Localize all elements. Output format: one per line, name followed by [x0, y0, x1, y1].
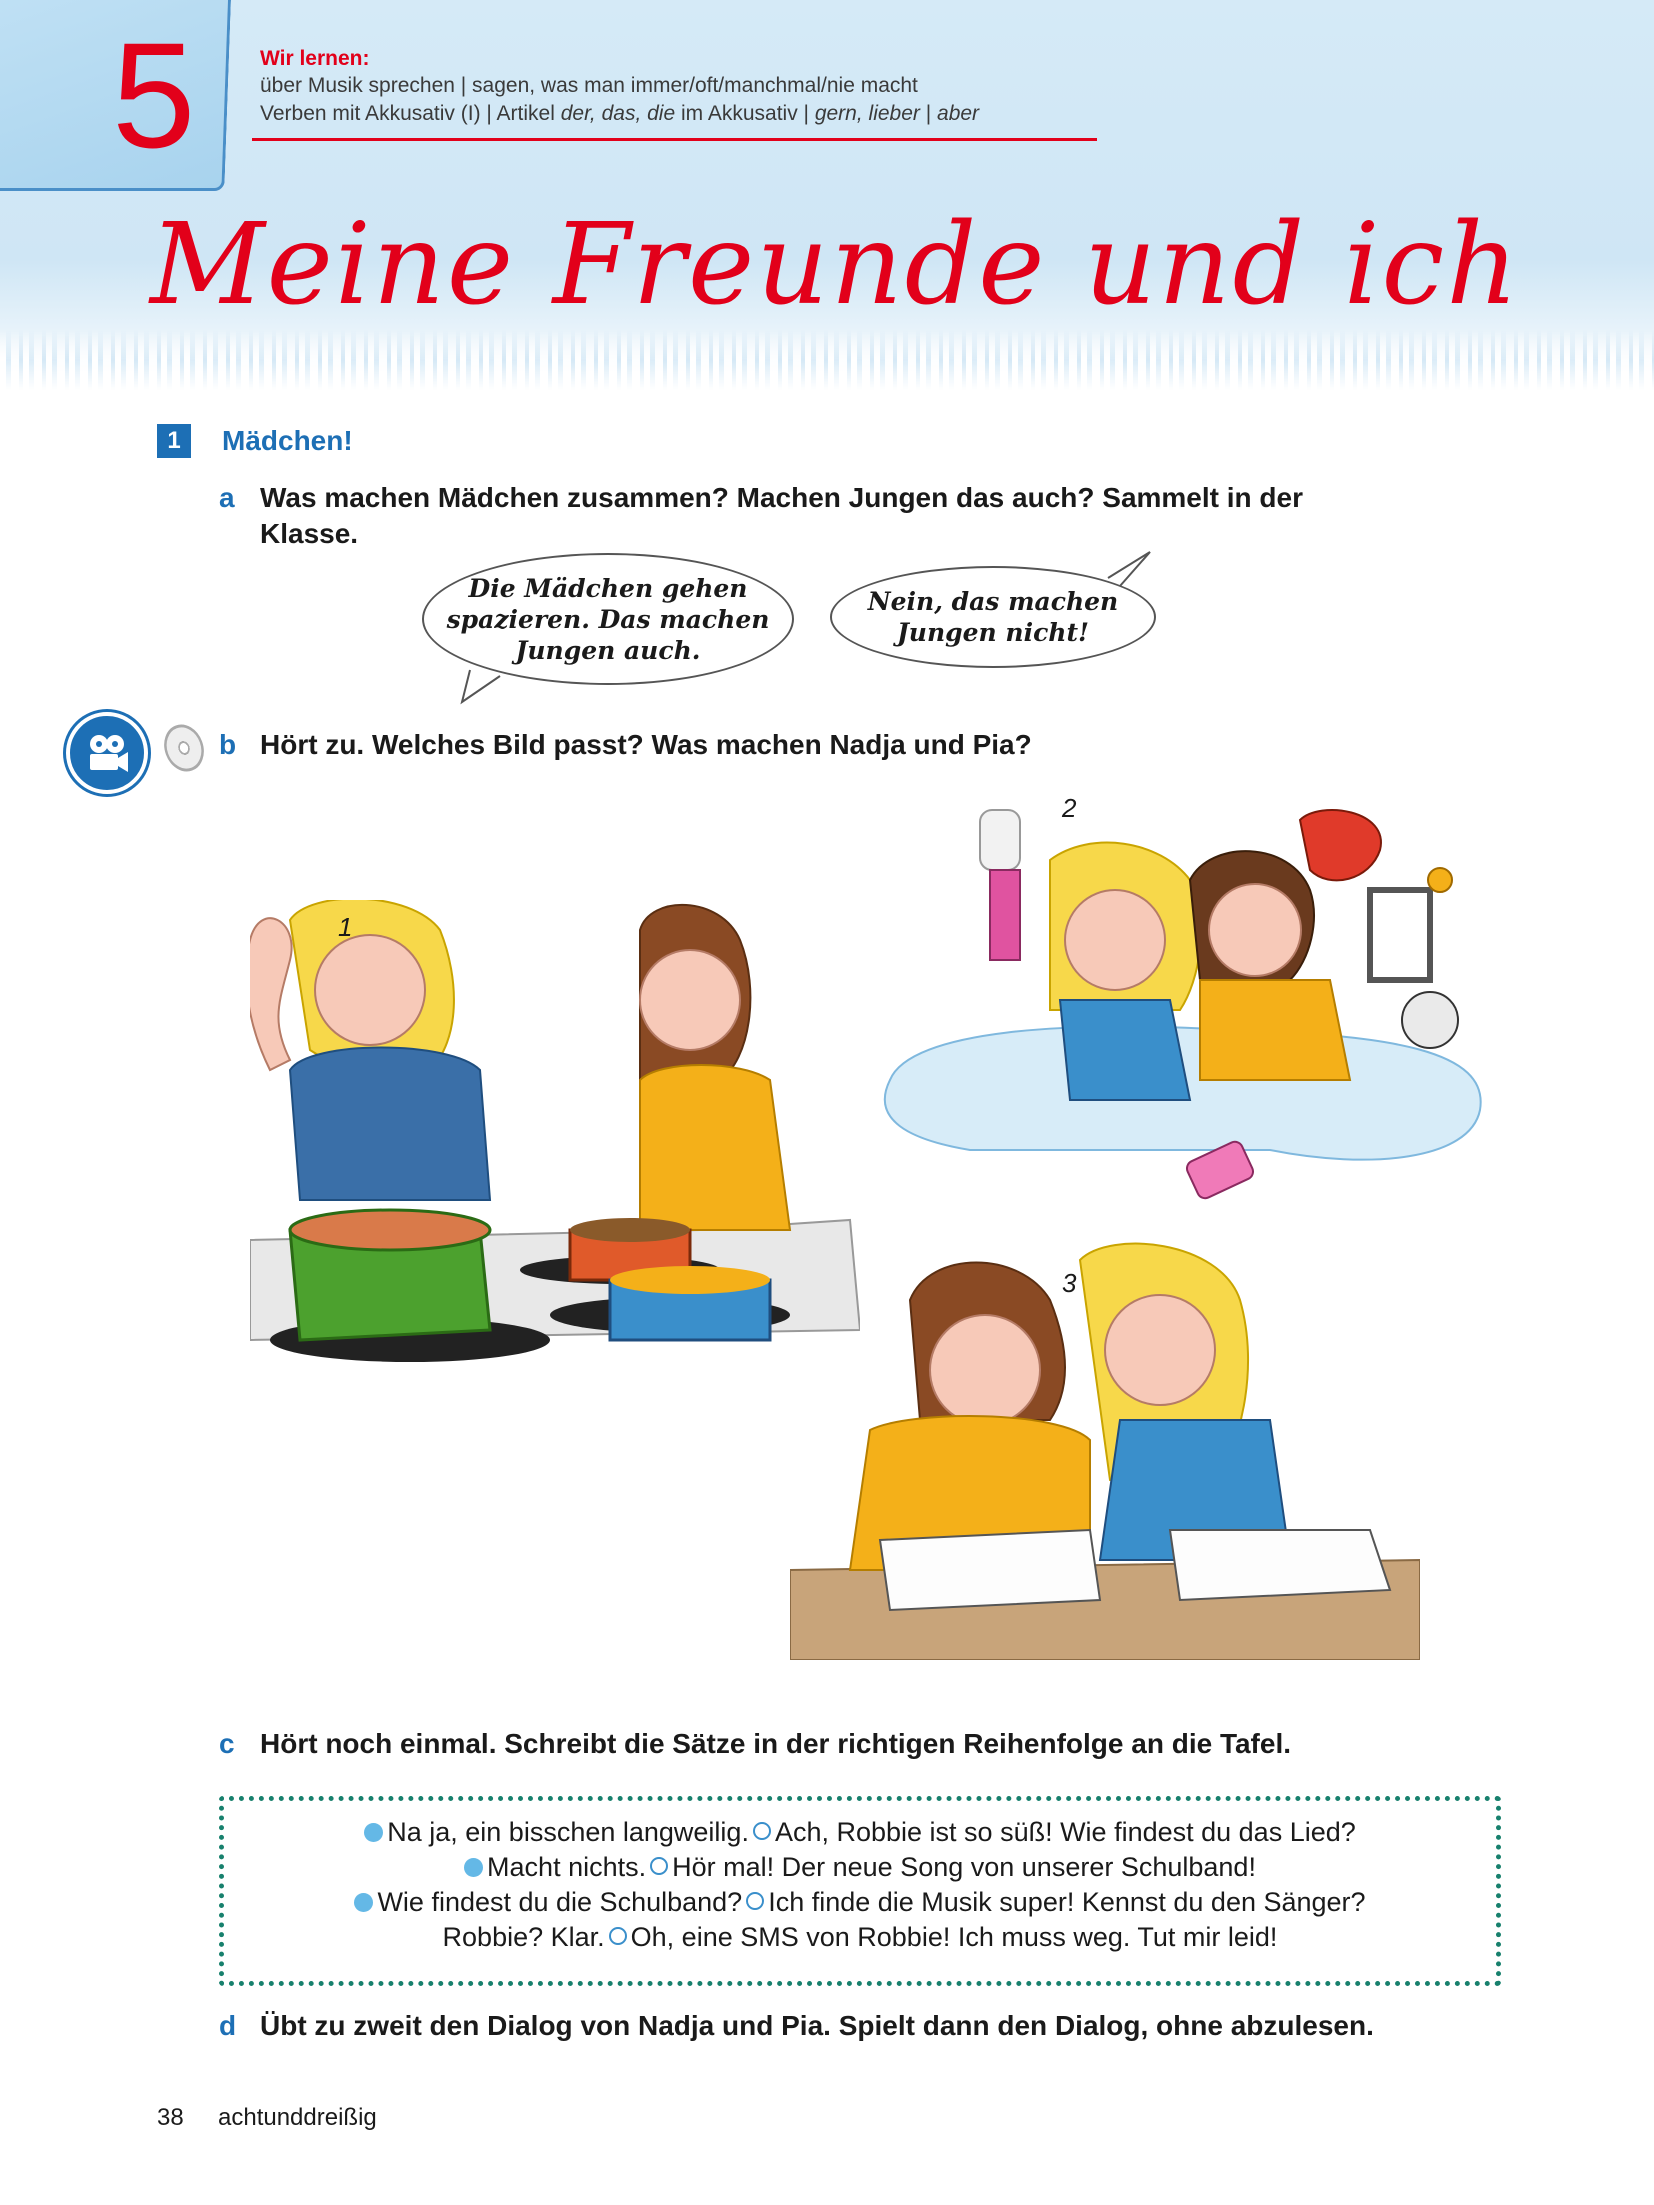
- illustration-2-music: [870, 780, 1490, 1230]
- bubble-2-tail: [1108, 552, 1150, 586]
- bubble-1-tail: [462, 670, 500, 702]
- goals-line-2-gern-lieber: gern, lieber: [814, 102, 920, 125]
- illustration-3-homework: [790, 1240, 1420, 1660]
- task-a-text-line1: Was machen Mädchen zusammen? Machen Jungen das auch? Sammelt in der: [260, 482, 1303, 513]
- film-video-icon[interactable]: [66, 712, 148, 794]
- task-a-text-line2: Klasse.: [260, 518, 359, 549]
- illustration-3-label: 3: [1062, 1268, 1077, 1298]
- bubble-1-line3: Jungen auch.: [515, 635, 701, 665]
- exercise-number-badge: 1: [157, 424, 191, 458]
- speaker-b-dot-icon: [746, 1892, 764, 1910]
- speaker-a-dot-icon: [464, 1858, 483, 1877]
- page-title: Meine Freunde und ich: [150, 200, 1521, 330]
- goals-line-2-part5: |: [919, 102, 938, 125]
- speaker-a-dot-icon: [354, 1893, 373, 1912]
- task-b-text: Hört zu. Welches Bild passt? Was machen Nadja und Pia?: [260, 729, 1032, 760]
- bubble-1-line2: spazieren. Das machen: [446, 604, 770, 634]
- dialog-line-2-b: Hör mal! Der neue Song von unserer Schulband!: [672, 1852, 1256, 1882]
- film-video-icon-glyph: [70, 716, 144, 790]
- page-number: 38: [157, 2104, 184, 2131]
- dialog-line-1: [224, 1815, 1496, 1850]
- task-c-letter: c: [219, 1728, 235, 1759]
- chapter-number: 5: [112, 11, 196, 179]
- dialog-line-3-a: Wie findest du die Schulband?: [377, 1887, 743, 1917]
- goals-line-2-part3: im Akkusativ |: [675, 102, 815, 125]
- dialog-line-4-a: Robbie? Klar.: [442, 1922, 605, 1952]
- bubble-2-line1: Nein, das machen: [867, 587, 1119, 616]
- dialog-line-1-b: Ach, Robbie ist so süß! Wie findest du das Lied?: [774, 1817, 1356, 1847]
- goals-line-1: über Musik sprechen | sagen, was man immer/oft/manchmal/nie macht: [260, 74, 918, 97]
- page-number-word: achtunddreißig: [218, 2104, 377, 2131]
- exercise-title: Mädchen!: [222, 425, 353, 456]
- task-c-text: Hört noch einmal. Schreibt die Sätze in der richtigen Reihenfolge an die Tafel.: [260, 1728, 1291, 1759]
- task-d-letter: d: [219, 2010, 237, 2041]
- speaker-b-dot-icon: [650, 1857, 668, 1875]
- dialog-line-4-b: Oh, eine SMS von Robbie! Ich muss weg. Tut mir leid!: [630, 1922, 1278, 1952]
- dialog-line-4: [224, 1920, 1496, 1955]
- dialog-line-3: [224, 1885, 1496, 1920]
- bubble-1-line1: Die Mädchen gehen: [468, 573, 748, 603]
- goals-line-2-articles: der, das, die: [560, 102, 676, 125]
- dialog-line-3-b: Ich finde die Musik super! Kennst du den Sänger?: [768, 1887, 1366, 1917]
- illustration-2-label: 2: [1062, 793, 1077, 823]
- cd-icon[interactable]: [158, 719, 211, 777]
- illustration-1-label: 1: [338, 912, 353, 942]
- goals-title: Wir lernen:: [260, 47, 370, 70]
- speaker-a-dot-icon: [364, 1823, 383, 1842]
- speech-bubble-1: [422, 553, 794, 685]
- goals-line-2-part1: Verben mit Akkusativ (I) | Artikel: [260, 102, 561, 125]
- dialog-line-2: [224, 1850, 1496, 1885]
- dialog-line-1-a: Na ja, ein bisschen langweilig.: [387, 1817, 749, 1847]
- speaker-b-dot-icon: [753, 1822, 771, 1840]
- dialog-box: [219, 1796, 1501, 1986]
- task-b-letter: b: [219, 729, 237, 760]
- bubble-2-line2: Jungen nicht!: [896, 618, 1090, 647]
- task-d-text: Übt zu zweit den Dialog von Nadja und Pia. Spielt dann den Dialog, ohne abzulesen.: [260, 2010, 1374, 2041]
- speaker-b-dot-icon: [609, 1927, 627, 1945]
- goals-line-2-aber: aber: [937, 102, 980, 125]
- speech-bubble-2: [830, 566, 1156, 668]
- dialog-line-2-a: Macht nichts.: [487, 1852, 647, 1882]
- task-a-letter: a: [219, 482, 235, 513]
- illustration-1-cooking: [250, 900, 860, 1380]
- bubble-tails: [0, 0, 1654, 720]
